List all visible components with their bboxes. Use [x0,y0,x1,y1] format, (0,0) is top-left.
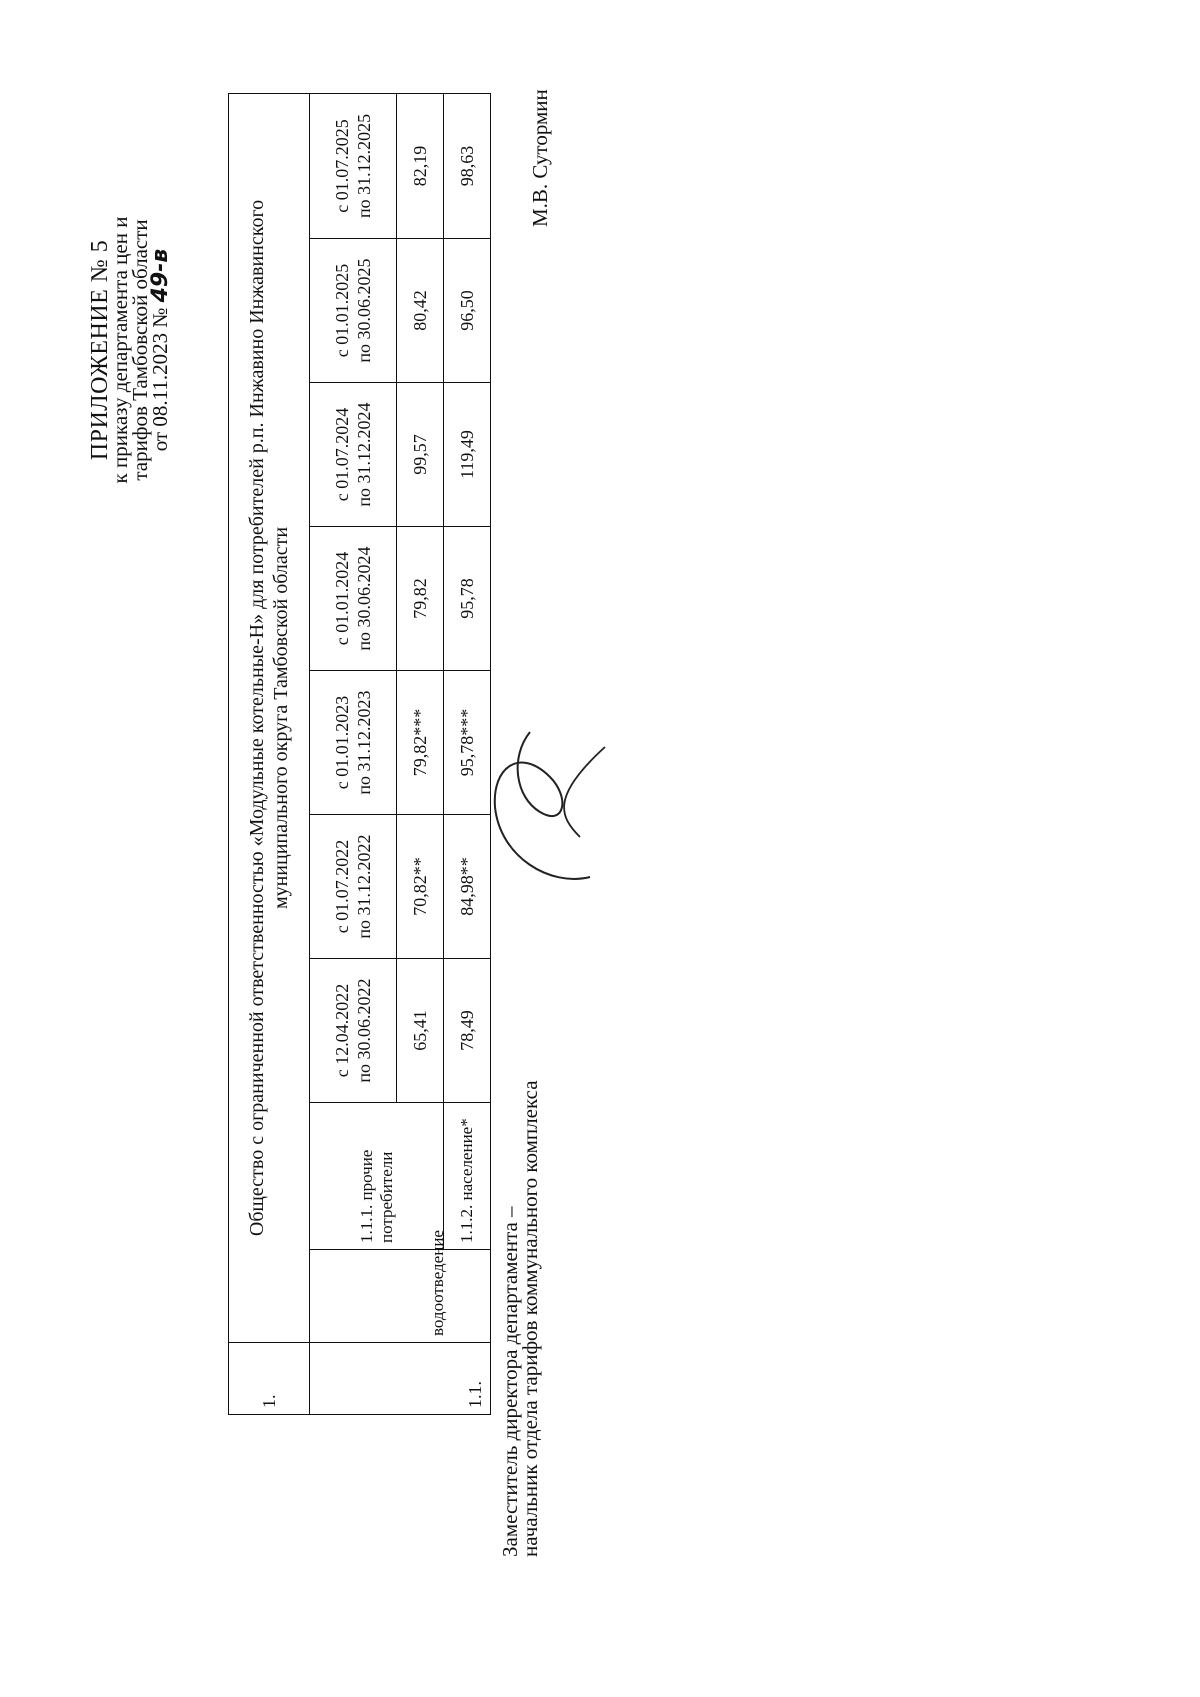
row-label-other-line2: потребители [376,1151,396,1243]
row-label-population: 1.1.2. население* [444,1103,491,1250]
item-number: 1.1. [310,1343,491,1415]
signature-image [470,717,630,897]
tariff-table [228,93,491,1415]
period-from: с 01.07.2024 [332,407,352,502]
period-cell [310,959,397,1103]
value-cell: 96,50 [444,239,491,383]
value-cell: 70,82** [397,815,444,959]
period-from: с 01.07.2025 [332,119,352,213]
signature-stroke [564,747,605,837]
period-to: по 31.12.2025 [354,113,374,219]
period-to: по 31.12.2024 [354,402,374,507]
signer-name: М.В. Сутормин [528,89,552,227]
item-name: водоотведение [310,1250,491,1343]
value-cell: 80,42 [397,239,444,383]
appendix-header [87,140,173,560]
section-number: 1. [229,1343,310,1415]
appendix-line1: к приказу департамента цен и [108,216,132,484]
signer-position-line1: Заместитель директора департамента – [498,1206,522,1557]
period-from: с 01.01.2025 [332,263,352,358]
value-cell: 95,78 [444,527,491,671]
period-to: по 30.06.2022 [354,978,374,1083]
org-name-line1: Общество с ограниченной ответственностью «Модульные котельные-Н» для потребителей р.п. Инжавино Инжавинского [246,199,268,1237]
org-name-cell [229,93,310,1342]
order-number-handwritten: 49-в [148,248,173,303]
period-from: с 01.01.2024 [332,551,352,646]
signature-stroke [495,732,590,879]
value-cell: 98,63 [444,93,491,238]
appendix-date: от 08.11.2023 № [148,302,172,452]
period-cell [310,671,397,815]
period-to: по 31.12.2022 [354,834,374,939]
period-to: по 31.12.2023 [354,690,374,795]
appendix-title: ПРИЛОЖЕНИЕ № 5 [87,239,113,461]
org-name-line2: муниципального округа Тамбовской области [270,526,292,910]
row-label-other [310,1103,444,1250]
value-cell: 79,82 [397,527,444,671]
org-row [229,93,310,1414]
period-from: с 12.04.2022 [332,983,352,1078]
period-cell [310,383,397,527]
period-to: по 30.06.2025 [354,258,374,363]
appendix-date-line [150,140,171,560]
period-row [310,93,397,1414]
value-cell: 79,82*** [397,671,444,815]
value-cell: 78,49 [444,959,491,1103]
value-cell: 84,98** [444,815,491,959]
period-to: по 30.06.2024 [354,546,374,651]
signer-position-line2: начальник отдела тарифов коммунального комплекса [518,1080,542,1557]
row-label-other-line1: 1.1.1. прочие [356,1149,376,1243]
signer-position [500,1080,540,1557]
value-cell: 95,78*** [444,671,491,815]
appendix-line2: тарифов Тамбовской области [128,219,152,481]
period-from: с 01.01.2023 [332,695,352,790]
period-cell [310,815,397,959]
value-cell: 99,57 [397,383,444,527]
value-cell: 82,19 [397,93,444,238]
value-cell: 119,49 [444,383,491,527]
value-cell: 65,41 [397,959,444,1103]
period-cell [310,527,397,671]
period-from: с 01.07.2022 [332,839,352,934]
period-cell [310,239,397,383]
period-cell [310,93,397,238]
